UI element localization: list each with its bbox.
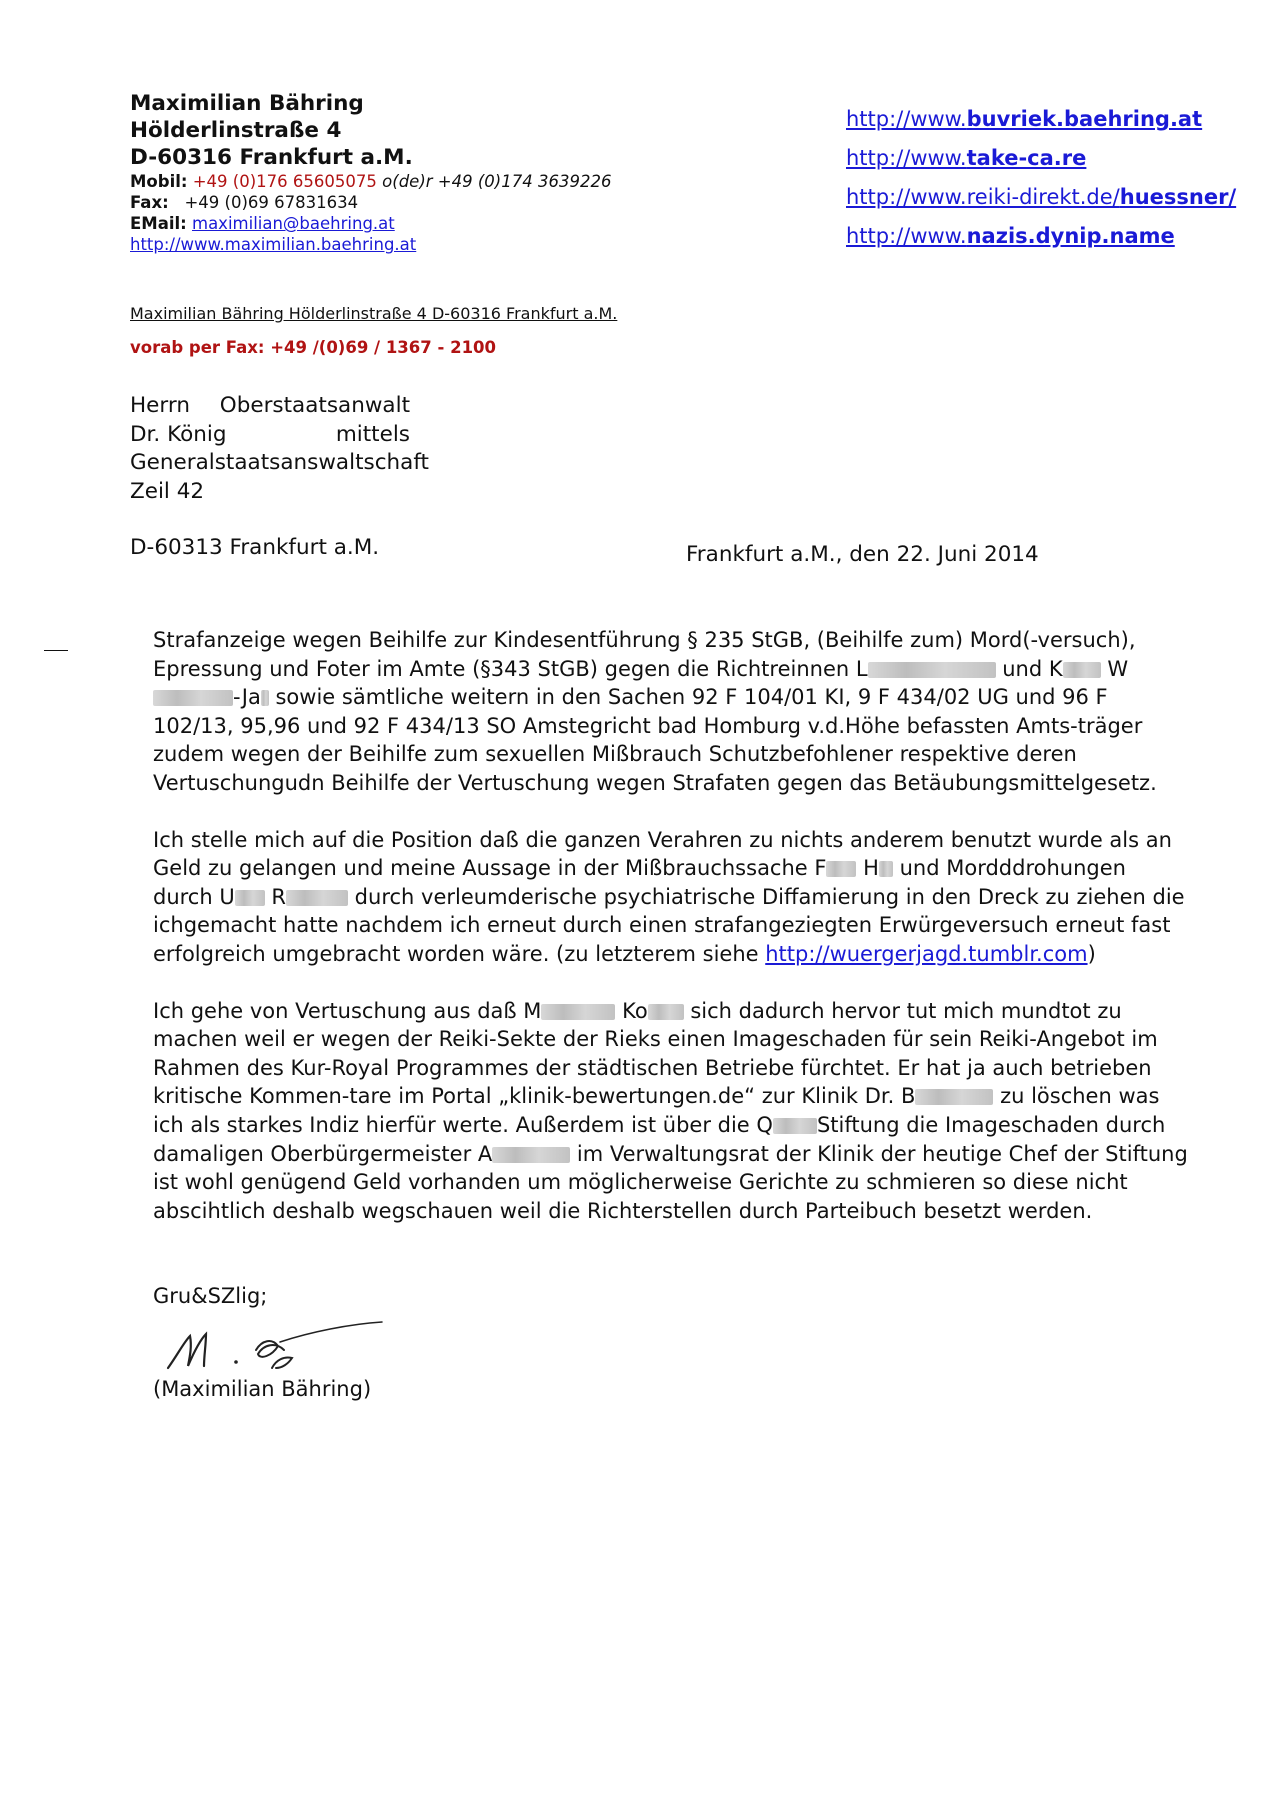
- date-line: Frankfurt a.M., den 22. Juni 2014: [686, 542, 1039, 567]
- wuergerjagd-link[interactable]: http://wuergerjagd.tumblr.com: [765, 941, 1088, 966]
- recipient-line-1: [130, 392, 410, 421]
- return-address: Maximilian Bähring Hölderlinstraße 4 D-60316 Frankfurt a.M.: [130, 304, 618, 323]
- recipient-via: mittels: [335, 421, 410, 447]
- mobil-label: Mobil:: [130, 172, 188, 191]
- closing: Gru&SZlig;: [153, 1284, 268, 1308]
- paragraph-1: Strafanzeige wegen Beihilfe zur Kindesentführung § 235 StGB, (Beihilfe zum) Mord(-versuch), Epressung und Foter im Amte (§343 StGB) gegen die Richtreinnen L und K W-Ja sowie sämtliche weitern in den Sachen 92 F 104/01 KI, 9 F 434/02 UG und 96 F 102/13, 95,96 und 92 F 434/13 SO Amstegricht bad Homburg v.d.Höhe befassten Amts-träger zudem wegen der Beihilfe zum sexuellen Mißbrauch Schutzbefohlener respektive deren Vertuschungudn Beihilfe der Vertuschung wegen Strafaten gegen das Betäubungsmittelgesetz.: [153, 628, 1157, 795]
- redaction: [235, 890, 265, 906]
- redaction: [773, 1118, 817, 1134]
- fax-notice: vorab per Fax: +49 /(0)69 / 1367 - 2100: [130, 338, 497, 357]
- redaction: [286, 890, 348, 906]
- recipient-block: [130, 392, 429, 506]
- signature-name: (Maximilian Bähring): [153, 1377, 372, 1401]
- sender-website: [130, 234, 611, 255]
- right-link-1[interactable]: http://www.buvriek.baehring.at: [846, 107, 1203, 131]
- right-link-4[interactable]: http://www.nazis.dynip.name: [846, 224, 1175, 248]
- sender-email: [130, 213, 611, 234]
- sender-name: Maximilian Bähring: [130, 91, 364, 116]
- right-link-2[interactable]: http://www.take-ca.re: [846, 146, 1087, 170]
- redaction: [541, 1004, 615, 1020]
- redaction: [915, 1089, 993, 1105]
- mobil-or: o(de)r: [382, 172, 433, 191]
- fold-mark: [44, 650, 68, 651]
- right-links: [846, 100, 1236, 256]
- paragraph-2: Ich stelle mich auf die Position daß die ganzen Verahren zu nichts anderem benutzt wurde als an Geld zu gelangen und meine Aussage in der Mißbrauchssache F H und Mordddrohungen durch U R durch verleumderische psychiatrische Diffamierung in den Dreck zu ziehen die ichgemacht hatte nachdem ich erneut durch einen strafangeziegten Erwürgeversuch erneut fast erfolgreich umgebracht worden wäre. (zu letzterem siehe http://wuergerjagd.tumblr.com): [153, 827, 1185, 966]
- recipient-street: Zeil 42: [130, 478, 205, 504]
- redaction: [492, 1147, 570, 1163]
- handwritten-signature: [160, 1316, 400, 1376]
- sender-city: D-60316 Frankfurt a.M.: [130, 145, 413, 170]
- recipient-line-2: [130, 421, 410, 450]
- fax-label: Fax:: [130, 193, 169, 212]
- mobil-number-2: +49 (0)174 3639226: [437, 172, 612, 191]
- recipient-office: Generalstaatsanswaltschaft: [130, 450, 429, 475]
- recipient-title: Oberstaatsanwalt: [219, 393, 410, 418]
- redaction: [826, 861, 856, 877]
- redaction: [648, 1004, 684, 1020]
- sender-block: [130, 90, 611, 255]
- sender-street: Hölderlinstraße 4: [130, 118, 342, 143]
- website-link[interactable]: http://www.maximilian.baehring.at: [130, 235, 417, 254]
- redaction: [868, 662, 996, 678]
- recipient-city: D-60313 Frankfurt a.M.: [130, 535, 380, 560]
- email-label: EMail:: [130, 214, 187, 233]
- redaction: [261, 690, 269, 706]
- sender-fax: [130, 192, 611, 213]
- redaction: [153, 690, 233, 706]
- letter-body: [153, 626, 1188, 1253]
- email-link[interactable]: maximilian@baehring.at: [192, 214, 395, 233]
- mobil-number: +49 (0)176 65605075: [192, 172, 377, 191]
- right-link-3[interactable]: http://www.reiki-direkt.de/huessner/: [846, 185, 1237, 209]
- paragraph-3: Ich gehe von Vertuschung aus daß M Ko sich dadurch hervor tut mich mundtot zu machen weil er wegen der Reiki-Sekte der Rieks einen Imageschaden für sein Reiki-Angebot im Rahmen des Kur-Royal Programmes der städtischen Betriebe fürchtet. Er hat ja auch betrieben kritische Kommen-tare im Portal „klinik-bewertungen.de“ zur Klinik Dr. B zu löschen was ich als starkes Indiz hierfür werte. Außerdem ist über die Q Stiftung die Imageschaden durch damaligen Oberbürgermeister A im Verwaltungsrat der Klinik der heutige Chef der Stiftung ist wohl genügend Geld vorhanden um möglicherweise Gerichte zu schmieren so diese nicht abscihtlich deshalb wegschauen weil die Richterstellen durch Parteibuch besetzt werden.: [153, 998, 1188, 1223]
- redaction: [1063, 662, 1101, 678]
- sender-mobil: [130, 171, 611, 192]
- redaction: [879, 861, 893, 877]
- fax-number: +49 (0)69 67831634: [184, 193, 359, 212]
- recipient-name: Dr. König: [130, 421, 227, 447]
- recipient-salutation: Herrn: [130, 393, 190, 418]
